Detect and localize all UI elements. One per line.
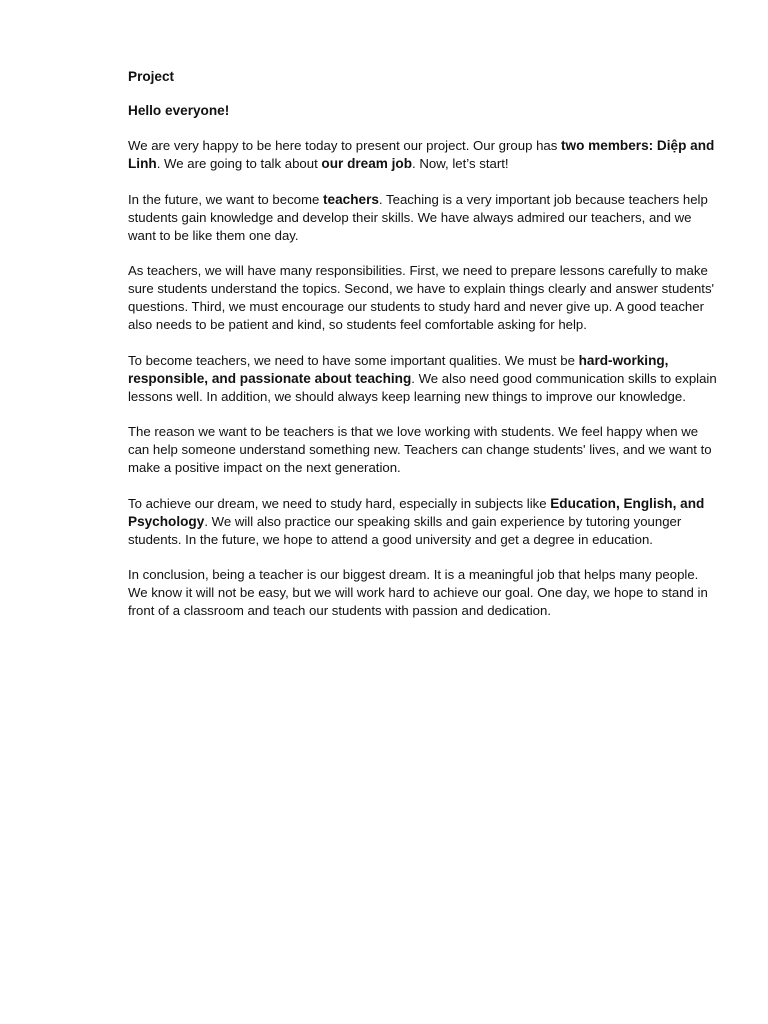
text-run: As teachers, we will have many responsibilities. First, we need to prepare lessons carefully to make sure students understand the topics. Second, we have to explain things clearly and answer students' questions. Third, we must encourage our students to study hard and never give up. A good teacher also needs to be patient and kind, so students feel comfortable asking for help.	[128, 263, 715, 332]
document-body	[128, 137, 718, 620]
body-paragraph-1	[128, 137, 718, 173]
bold-text-run: our dream job	[321, 156, 413, 171]
body-paragraph-4	[128, 352, 718, 406]
text-run: In the future, we want to become	[128, 191, 323, 207]
bold-text-run: teachers	[323, 191, 379, 207]
document-page	[128, 68, 718, 638]
text-run: In conclusion, being a teacher is our biggest dream. It is a meaningful job that helps many people. We know it will not be easy, but we will work hard to achieve our goal. One day, we hope to stand in front of a classroom and teach our students with passion and dedication.	[128, 567, 708, 618]
text-run: . We will also practice our speaking skills and gain experience by tutoring younger students. In the future, we hope to attend a good university and get a degree in education.	[128, 513, 682, 547]
text-run: . We are going to talk about	[156, 156, 322, 171]
greeting-heading: Hello everyone!	[128, 103, 230, 118]
text-run: . Now, let’s start!	[412, 156, 509, 171]
text-run: We are very happy to be here today to present our project. Our group has	[128, 138, 561, 153]
text-run: The reason we want to be teachers is that we love working with students. We feel happy when we can help someone understand something new. Teachers can change students' lives, and we want to make a positive impact on the next generation.	[128, 424, 712, 475]
bold-text-run: two members: Diệp and Linh	[128, 138, 715, 171]
bold-text-run: Education, English, and Psychology	[128, 495, 705, 529]
text-run: To achieve our dream, we need to study hard, especially in subjects like	[128, 495, 551, 511]
text-run: . We also need good communication skills to explain lessons well. In addition, we should always keep learning new things to improve our knowledge.	[128, 370, 717, 404]
body-paragraph-7	[128, 566, 718, 620]
bold-text-run: hard-working, responsible, and passionate about teaching	[128, 352, 669, 386]
body-paragraph-6	[128, 495, 718, 549]
text-run: To become teachers, we need to have some important qualities. We must be	[128, 352, 579, 368]
text-run: . Teaching is a very important job because teachers help students gain knowledge and develop their skills. We have always admired our teachers, and we want to be like them one day.	[128, 191, 708, 243]
body-paragraph-3	[128, 262, 718, 334]
body-paragraph-5	[128, 423, 718, 477]
document-title: Project	[128, 69, 175, 84]
body-paragraph-2	[128, 191, 718, 245]
